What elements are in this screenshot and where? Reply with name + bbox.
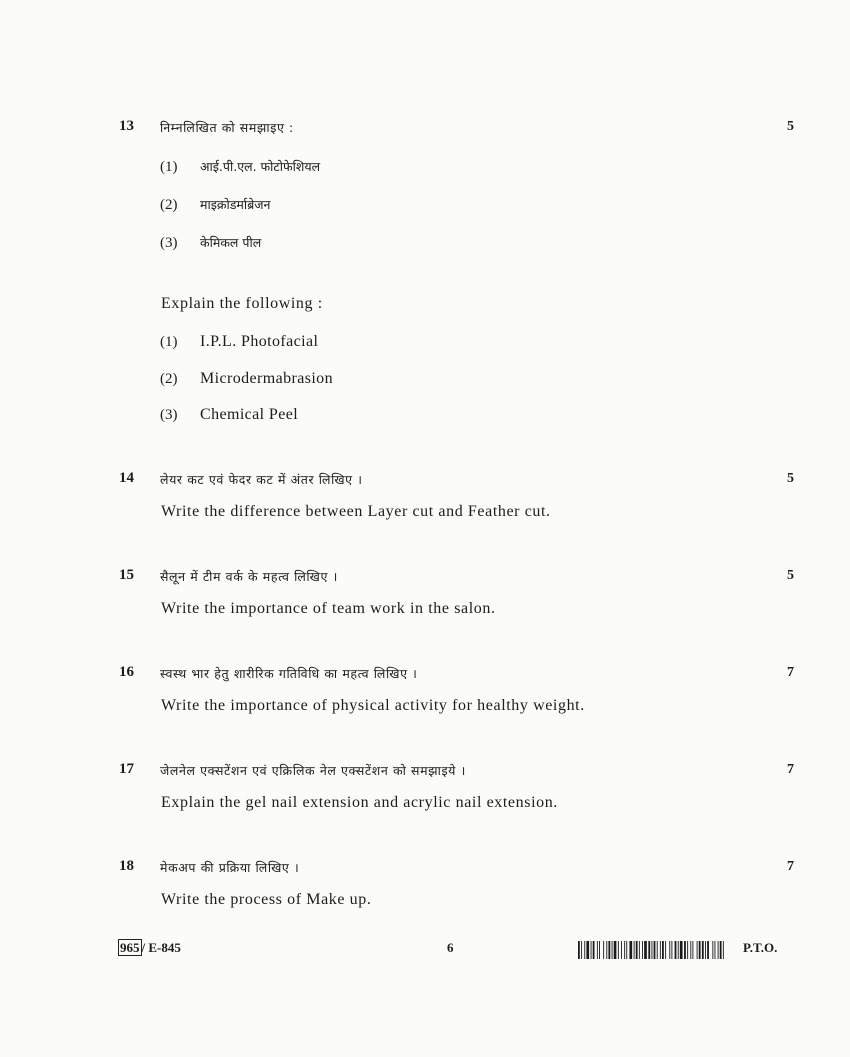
question-marks: 5 xyxy=(787,568,794,583)
item-number: (2) xyxy=(160,371,178,387)
hindi-item-2 xyxy=(160,194,270,214)
question-text-english: Write the process of Make up. xyxy=(161,891,372,908)
question-marks: 7 xyxy=(787,665,794,680)
item-number: (1) xyxy=(160,334,178,350)
question-marks: 7 xyxy=(787,762,794,777)
question-text-hindi: लेयर कट एवं फेदर कट में अंतर लिखिए । xyxy=(160,472,363,487)
english-item-2 xyxy=(160,368,333,388)
item-text: Microdermabrasion xyxy=(200,370,333,387)
question-marks: 7 xyxy=(787,859,794,874)
item-number: (1) xyxy=(160,159,178,175)
item-text: I.P.L. Photofacial xyxy=(200,333,319,350)
question-text-english: Write the importance of physical activity for healthy weight. xyxy=(161,697,585,714)
question-text-hindi: निम्नलिखित को समझाइए : xyxy=(160,120,294,135)
question-number: 16 xyxy=(119,664,134,680)
question-text-hindi: सैलून में टीम वर्क के महत्व लिखिए । xyxy=(160,569,338,584)
question-number: 18 xyxy=(119,858,134,874)
question-text-english: Explain the gel nail extension and acrylic nail extension. xyxy=(161,794,558,811)
pto-label: P.T.O. xyxy=(743,940,778,955)
item-text: आई.पी.एल. फोटोफेशियल xyxy=(200,159,321,174)
question-text-english: Write the importance of team work in the salon. xyxy=(161,600,496,617)
item-number: (3) xyxy=(160,235,178,251)
question-number: 13 xyxy=(119,118,134,134)
item-text: माइक्रोडर्माब्रेजन xyxy=(200,197,271,212)
question-number: 17 xyxy=(119,761,134,777)
paper-code xyxy=(118,940,181,956)
question-text-hindi: जेलनेल एक्सटेंशन एवं एक्रिलिक नेल एक्सटेंशन को समझाइये । xyxy=(160,763,466,778)
question-text-english: Explain the following : xyxy=(161,295,323,312)
question-number: 14 xyxy=(119,470,134,486)
paper-code-box: 965 xyxy=(120,940,140,955)
item-number: (3) xyxy=(160,407,178,423)
page-number: 6 xyxy=(447,940,454,955)
barcode xyxy=(578,941,726,959)
question-text-english: Write the difference between Layer cut and Feather cut. xyxy=(161,503,551,520)
english-item-3 xyxy=(160,404,298,424)
question-text-hindi: मेकअप की प्रक्रिया लिखिए । xyxy=(160,860,300,875)
question-marks: 5 xyxy=(787,471,794,486)
item-text: Chemical Peel xyxy=(200,406,299,423)
hindi-item-3 xyxy=(160,232,261,252)
paper-code-suffix: / E-845 xyxy=(141,940,181,955)
item-number: (2) xyxy=(160,197,178,213)
item-text: केमिकल पील xyxy=(200,235,262,250)
question-marks: 5 xyxy=(787,119,794,134)
question-text-hindi: स्वस्थ भार हेतु शारीरिक गतिविधि का महत्व लिखिए । xyxy=(160,666,418,681)
page-footer xyxy=(0,940,850,964)
english-item-1 xyxy=(160,331,318,351)
question-number: 15 xyxy=(119,567,134,583)
hindi-item-1 xyxy=(160,156,320,176)
